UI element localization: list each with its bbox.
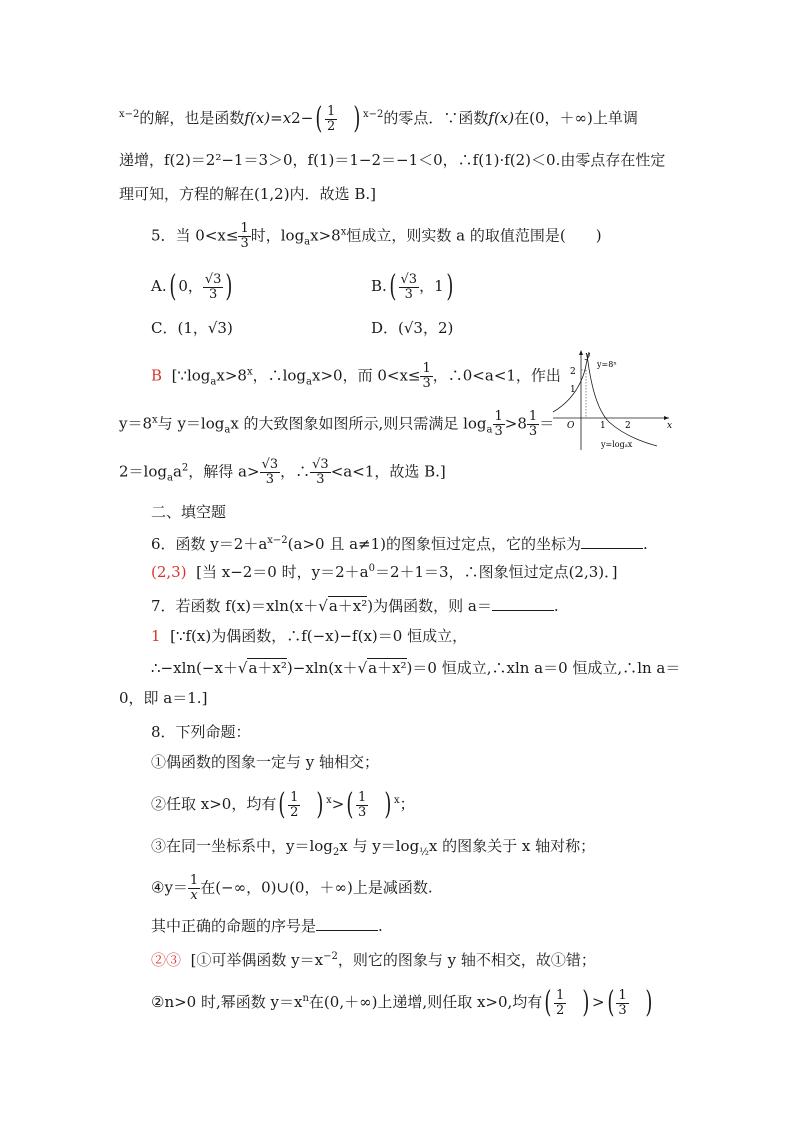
answer-8: ②③ [①可举偶函数 $y=x^{-2}$，则它的图象与 y 轴不相交，故①错； — [151, 951, 596, 969]
paren-left: ( — [315, 101, 323, 136]
text-line: 理可知，方程的解在(1,2)内．故选 B.] — [119, 185, 376, 203]
fraction: $\frac{√3}{3}$ — [204, 271, 222, 302]
question-8: 8．下列命题： — [151, 723, 251, 741]
text-line: ∴−xln(−x＋√a＋x²)−xln(x＋√a＋x²)＝0 恒成立,∴xln a＝0 恒成立,∴ln a＝ — [151, 659, 681, 677]
question-7: 7．若函数 f(x)＝xln(x＋√a＋x²)为偶函数，则 a＝ . — [151, 597, 559, 615]
fraction: $\frac{√3}{3}$ — [261, 457, 279, 487]
proposition-1: ①偶函数的图象一定与 y 轴相交； — [151, 753, 380, 771]
x-tick-2: 2 — [625, 421, 631, 431]
question-5: 5．当 0<x≤ $\frac{1}{3}$ 时，$\log_ax>8^x$恒成立，则实数 a 的取值范围是( ) — [151, 221, 602, 251]
option-a: A.( 0， $\frac{√3}{3}$ ) — [151, 269, 233, 304]
option-b: B.( $\frac{√3}{3}$ ，1) — [371, 269, 453, 304]
x-tick-1: 1 — [600, 421, 606, 431]
answer-5: B [$\because\log_ax>8^x$，$\therefore\log_ax>0$，而 0<x≤ $\frac{1}{3}$ ，∴0<a<1，作出 — [151, 361, 561, 391]
text-line: $2=\log_aa^2$，解得 a> $\frac{√3}{3}$ ，∴ $\frac{√3}{3}$ <a<1，故选 B.] — [119, 457, 446, 487]
function-graph — [547, 346, 677, 454]
math: f(x)=x — [244, 109, 292, 127]
y-axis-label: y — [585, 351, 591, 361]
text: 的解，也是函数 — [139, 109, 245, 127]
answer-label: B — [151, 366, 163, 385]
answer-label: ②③ — [151, 951, 182, 969]
text-line: ②n>0 时,幂函数 $y=x^n$在(0,＋∞)上递增,则任取 x>0,均有( $\frac{1}{2}$ ) >( $\frac{1}{3}$ ) — [151, 985, 652, 1020]
fraction: $\frac{1}{3}$ — [240, 221, 249, 251]
answer-blank — [581, 534, 643, 549]
curve2-label: y=logₐx — [601, 440, 633, 449]
question-8-prompt: 其中正确的命题的序号是 . — [151, 917, 383, 935]
fraction: $\frac{√3}{3}$ — [400, 271, 418, 302]
answer-label: 1 — [151, 627, 161, 645]
math: f(x) — [488, 109, 515, 127]
text: 在(0，＋∞)上单调 — [514, 109, 638, 127]
fraction: $\frac{1}{3}$ — [494, 409, 503, 439]
fraction: $\frac{√3}{3}$ — [312, 457, 329, 487]
section-heading: 二、填空题 — [151, 503, 227, 521]
answer-label: (2,3) — [151, 563, 187, 581]
curve1-label: y=8ˣ — [597, 360, 617, 369]
fraction: $\frac{1}{3}$ — [618, 987, 627, 1018]
question-6: 6．函数 $y=2+a^{x-2}(a>0$ 且 a≠1)的图象恒过定点，它的坐标为 . — [151, 535, 648, 553]
fraction: $\frac{1}{x}$ — [189, 873, 199, 903]
y-tick-2: 2 — [570, 367, 576, 377]
proposition-2: ②任取 x>0，均有( $\frac{1}{2}$ ) $^x$>( $\frac{1}{3}$ ) $^x$； — [151, 787, 415, 822]
option-d: D．(√3，2) — [371, 319, 454, 337]
fraction: $\frac{1}{2}$ — [556, 987, 565, 1018]
origin-label: O — [567, 421, 575, 431]
fraction: $\frac{1}{2}$ — [290, 789, 299, 820]
text: 的零点．∵函数 — [383, 109, 489, 127]
text-line — [119, 101, 638, 136]
math: 2− — [291, 109, 314, 127]
fraction: $\frac{1}{3}$ — [528, 409, 538, 439]
fraction: $\frac{1}{3}$ — [422, 361, 431, 391]
paren-right: ) — [353, 101, 361, 136]
y-axis-arrow — [579, 350, 583, 355]
text-line: 递增，f(2)＝2²−1＝3＞0，f(1)＝1−2＝−1＜0，∴f(1)·f(2)＜0.由零点存在性定 — [119, 151, 666, 169]
fraction: $\frac{1}{3}$ — [358, 789, 367, 820]
proposition-3: ③在同一坐标系中，$y=\log_2x$ 与 $y=\log_{\frac{1}{2}}x$ 的图象关于 x 轴对称； — [151, 837, 596, 858]
exponent: x−2 — [363, 109, 384, 120]
answer-7: 1 [∵f(x)为偶函数，∴f(−x)−f(x)＝0 恒成立， — [151, 627, 468, 645]
curve-exponential — [553, 352, 589, 412]
x-axis-arrow — [664, 416, 669, 420]
x-axis-label: x — [667, 421, 673, 431]
fraction: $\frac{1}{2}$ — [327, 103, 336, 134]
exponent: x−2 — [119, 109, 140, 120]
y-tick-1: 1 — [570, 385, 576, 395]
text-line: $y=8^x$与 $y=\log_ax$ 的大致图象如图所示,则只需满足 $\log_a$ $\frac{1}{3}$ >8 $\frac{1}{3}$ ＝ — [119, 409, 555, 439]
proposition-4: ④y＝ $\frac{1}{x}$ 在(−∞，0)∪(0，＋∞)上是减函数. — [151, 873, 433, 903]
text-line: 0，即 a＝1.] — [119, 689, 208, 707]
answer-blank — [492, 596, 554, 611]
answer-blank — [316, 916, 378, 931]
option-c: C．(1，√3) — [151, 319, 233, 337]
answer-6: (2,3) [当 x−2＝0 时，$y=2+a^0=2+1=3$，∴图象恒过定点(2,3)．] — [151, 563, 618, 581]
